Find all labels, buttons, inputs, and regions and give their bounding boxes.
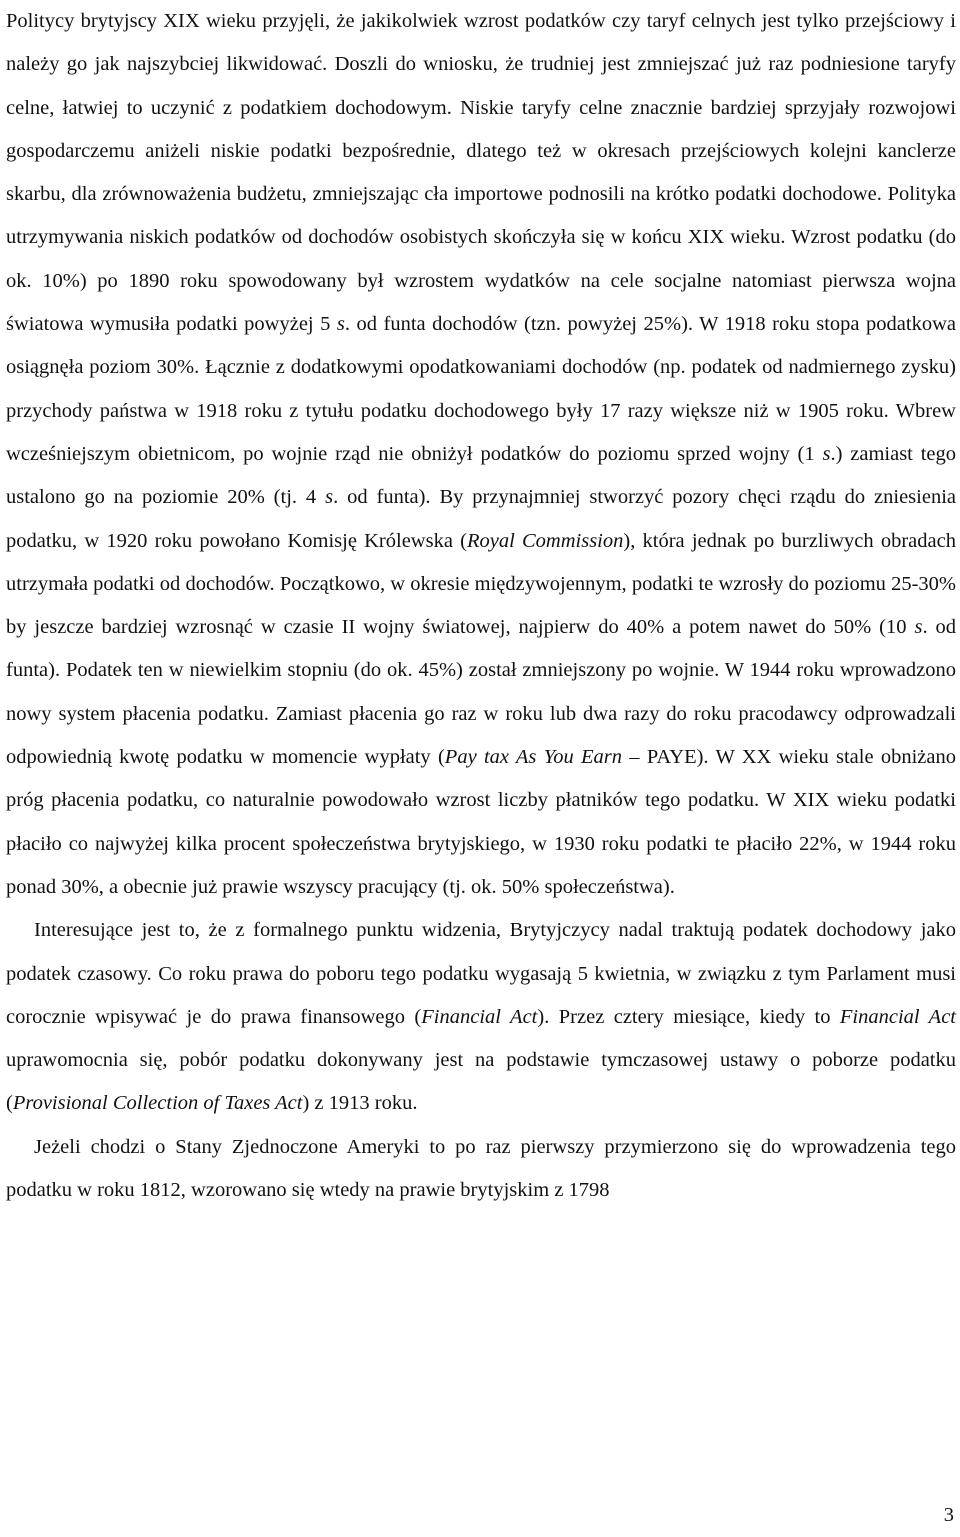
text-run: .) zamiast tego ustalono go na poziomie 20% (tj. 4 [6,442,957,509]
document-body [6,0,956,1212]
italic-text: Pay tax As You Earn [444,746,622,769]
paragraph-1 [6,0,956,909]
text-run: uprawomocnia się, pobór podatku dokonywany jest na podstawie tymczasowej ustawy o poborze podatku ( [6,1049,956,1115]
text-run: ) z 1913 roku. [302,1092,418,1115]
text-run: – PAYE). W XX wieku stale obniżano próg płacenia podatku, co naturalnie powodowało wzrost liczby płatników tego podatku. W XIX wieku podatki płaciło co najwyżej kilka procent społeczeństwa brytyjskiego, w 1930 roku podatki te płaciło 22%, w 1944 roku ponad 30%, a obecnie już prawie wszyscy pracujący (tj. ok. 50% społeczeństwa). [6,746,956,898]
italic-text: s [336,313,345,336]
text-run: Interesujące jest to, że z formalnego punktu widzenia, Brytyjczycy nadal traktują podatek dochodowy jako podatek czasowy. Co roku prawa do poboru tego podatku wygasają 5 kwietnia, w związku z tym Parlament musi corocznie wpisywać je do prawa finansowego ( [6,919,956,1028]
italic-text: Financial Act [839,1005,957,1028]
text-run: . od funta). Podatek ten w niewielkim stopniu (do ok. 45%) został zmniejszony po wojnie. W 1944 roku wprowadzono nowy system płacenia podatku. Zamiast płacenia go raz w roku lub dwa razy do roku pracodawcy odprowadzali odpowiednią kwotę podatku w momencie wypłaty ( [6,616,956,769]
italic-text: s [325,486,334,509]
italic-text: s [822,442,831,465]
page-number: 3 [943,1504,954,1526]
document-page [6,0,956,1212]
text-run: ), która jednak po burzliwych obradach utrzymała podatki od dochodów. Początkowo, w okresie międzywojennym, podatki te wzrosły do poziomu 25-30% by jeszcze bardziej wzrosnąć w czasie II wojny światowej, najpierw do 40% a potem nawet do 50% (10 [6,529,956,639]
paragraph-3 [6,1126,956,1213]
italic-text: Provisional Collection of Taxes Act [12,1092,303,1115]
text-run: Politycy brytyjscy XIX wieku przyjęli, że jakikolwiek wzrost podatków czy taryf celnych jest tylko przejściowy i należy go jak najszybciej likwidować. Doszli do wniosku, że trudniej jest zmniejszać już raz podniesione taryfy celne, łatwiej to uczynić z podatkiem dochodowym. Niskie taryfy celne znacznie bardziej sprzyjały rozwojowi gospodarczemu aniżeli niskie podatki bezpośrednie, dlatego też w okresach przejściowych kolejni kanclerze skarbu, dla zrównoważenia budżetu, zmniejszając cła importowe podnosili na krótko podatki dochodowe. Polityka utrzymywania niskich podatków od dochodów osobistych skończyła się w końcu XIX wieku. Wzrost podatku (do ok. 10%) po 1890 roku spowodowany był wzrostem wydatków na cele socjalne natomiast pierwsza wojna światowa wymusiła podatki powyżej 5 [6,10,956,336]
italic-text: Financial Act [421,1005,538,1028]
text-run: Jeżeli chodzi o Stany Zjednoczone Ameryki to po raz pierwszy przymierzono się do wprowadzenia tego podatku w roku 1812, wzorowano się wtedy na prawie brytyjskim z 1798 [6,1135,956,1202]
paragraph-2 [6,909,956,1125]
text-run: ). Przez cztery miesiące, kiedy to [537,1005,840,1028]
italic-text: s [914,616,923,639]
text-run: . od funta). By przynajmniej stworzyć pozory chęci rządu do zniesienia podatku, w 1920 roku powołano Komisję Królewska ( [6,486,956,552]
text-run: . od funta dochodów (tzn. powyżej 25%). W 1918 roku stopa podatkowa osiągnęła poziom 30%. Łącznie z dodatkowymi opodatkowaniami dochodów (np. podatek od nadmiernego zysku) przychody państwa w 1918 roku z tytułu podatku dochodowego były 17 razy większe niż w 1905 roku. Wbrew wcześniejszym obietnicom, po wojnie rząd nie obniżył podatków do poziomu sprzed wojny (1 [6,313,956,465]
italic-text: Royal Commission [466,529,624,552]
